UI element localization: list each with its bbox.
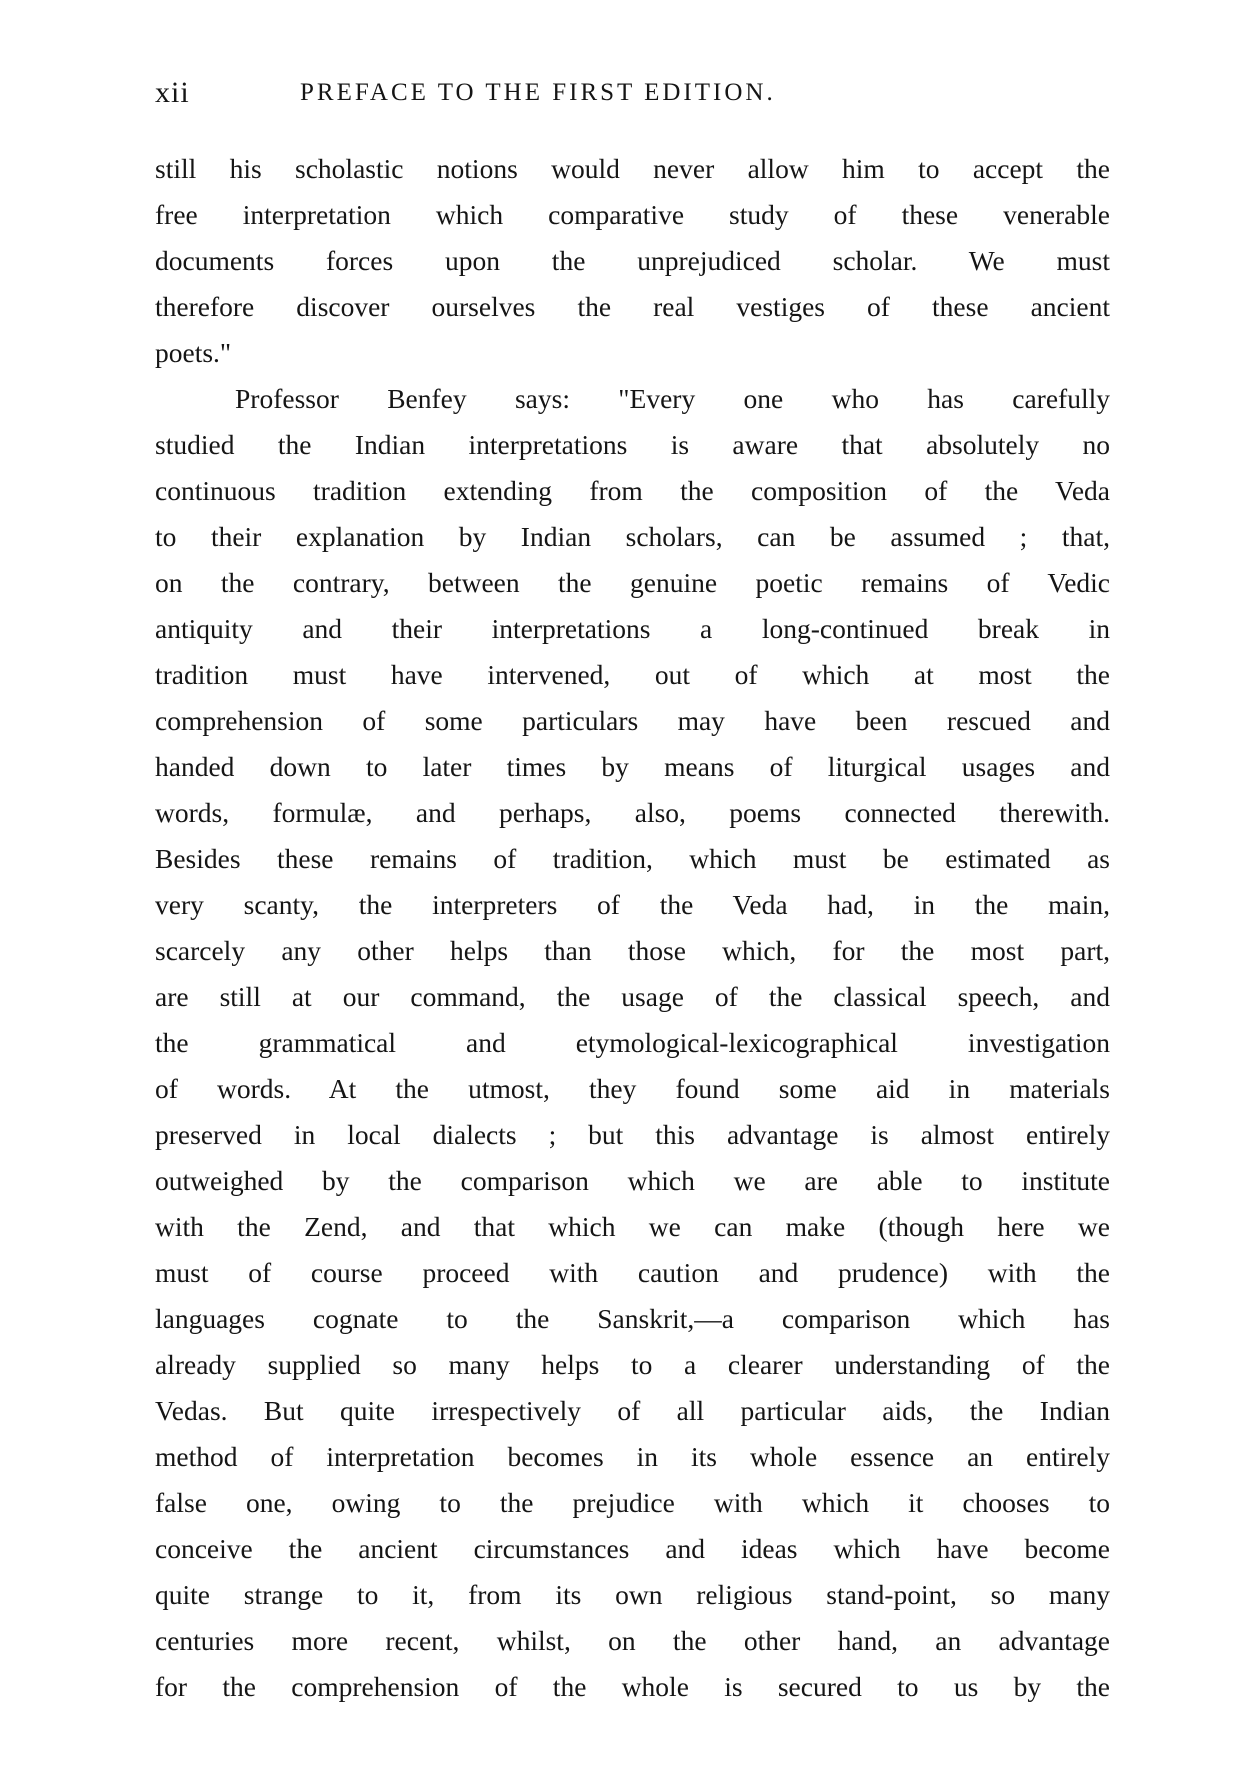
running-head: PREFACE TO THE FIRST EDITION. [300, 79, 776, 106]
text-line: comprehension of some particulars may have been rescued and [155, 705, 1110, 736]
text-line: Besides these remains of tradition, which must be estimated as [155, 843, 1110, 874]
text-line: on the contrary, between the genuine poetic remains of Vedic [155, 567, 1110, 598]
text-line: documents forces upon the unprejudiced scholar. We must [155, 245, 1110, 276]
text-line: conceive the ancient circumstances and ideas which have become [155, 1533, 1110, 1564]
text-line: still his scholastic notions would never allow him to accept the [155, 153, 1110, 184]
text-line: handed down to later times by means of liturgical usages and [155, 751, 1110, 782]
text-line: must of course proceed with caution and prudence) with the [155, 1257, 1110, 1288]
text-line: false one, owing to the prejudice with which it chooses to [155, 1487, 1110, 1518]
paragraph-continuation [155, 146, 1110, 376]
text-line: the grammatical and etymological-lexicographical investigation [155, 1027, 1110, 1058]
text-line: languages cognate to the Sanskrit,—a comparison which has [155, 1303, 1110, 1334]
text-line: outweighed by the comparison which we are able to institute [155, 1165, 1110, 1196]
text-line: tradition must have intervened, out of which at most the [155, 659, 1110, 690]
text-line: words, formulæ, and perhaps, also, poems connected therewith. [155, 797, 1110, 828]
text-line: antiquity and their interpretations a long-continued break in [155, 613, 1110, 644]
text-line: Professor Benfey says: "Every one who has carefully [235, 383, 1110, 414]
text-line: scarcely any other helps than those which, for the most part, [155, 935, 1110, 966]
text-line: free interpretation which comparative study of these venerable [155, 199, 1110, 230]
text-line: of words. At the utmost, they found some aid in materials [155, 1073, 1110, 1104]
text-line: to their explanation by Indian scholars, can be assumed ; that, [155, 521, 1110, 552]
text-line: for the comprehension of the whole is secured to us by the [155, 1671, 1110, 1702]
text-line: poets." [155, 337, 232, 368]
text-line: already supplied so many helps to a clearer understanding of the [155, 1349, 1110, 1380]
text-line: studied the Indian interpretations is aware that absolutely no [155, 429, 1110, 460]
text-line: are still at our command, the usage of the classical speech, and [155, 981, 1110, 1012]
text-line: Vedas. But quite irrespectively of all particular aids, the Indian [155, 1395, 1110, 1426]
text-line: with the Zend, and that which we can make (though here we [155, 1211, 1110, 1242]
text-line: very scanty, the interpreters of the Veda had, in the main, [155, 889, 1110, 920]
text-line: therefore discover ourselves the real vestiges of these ancient [155, 291, 1110, 322]
text-line: quite strange to it, from its own religious stand-point, so many [155, 1579, 1110, 1610]
paragraph-benfey-quote [155, 376, 1110, 1710]
body-text [155, 146, 1110, 1710]
text-line: continuous tradition extending from the composition of the Veda [155, 475, 1110, 506]
text-line: preserved in local dialects ; but this advantage is almost entirely [155, 1119, 1110, 1150]
page-number: xii [155, 76, 190, 109]
text-line: method of interpretation becomes in its whole essence an entirely [155, 1441, 1110, 1472]
page-header [155, 76, 1095, 116]
text-line: centuries more recent, whilst, on the other hand, an advantage [155, 1625, 1110, 1656]
